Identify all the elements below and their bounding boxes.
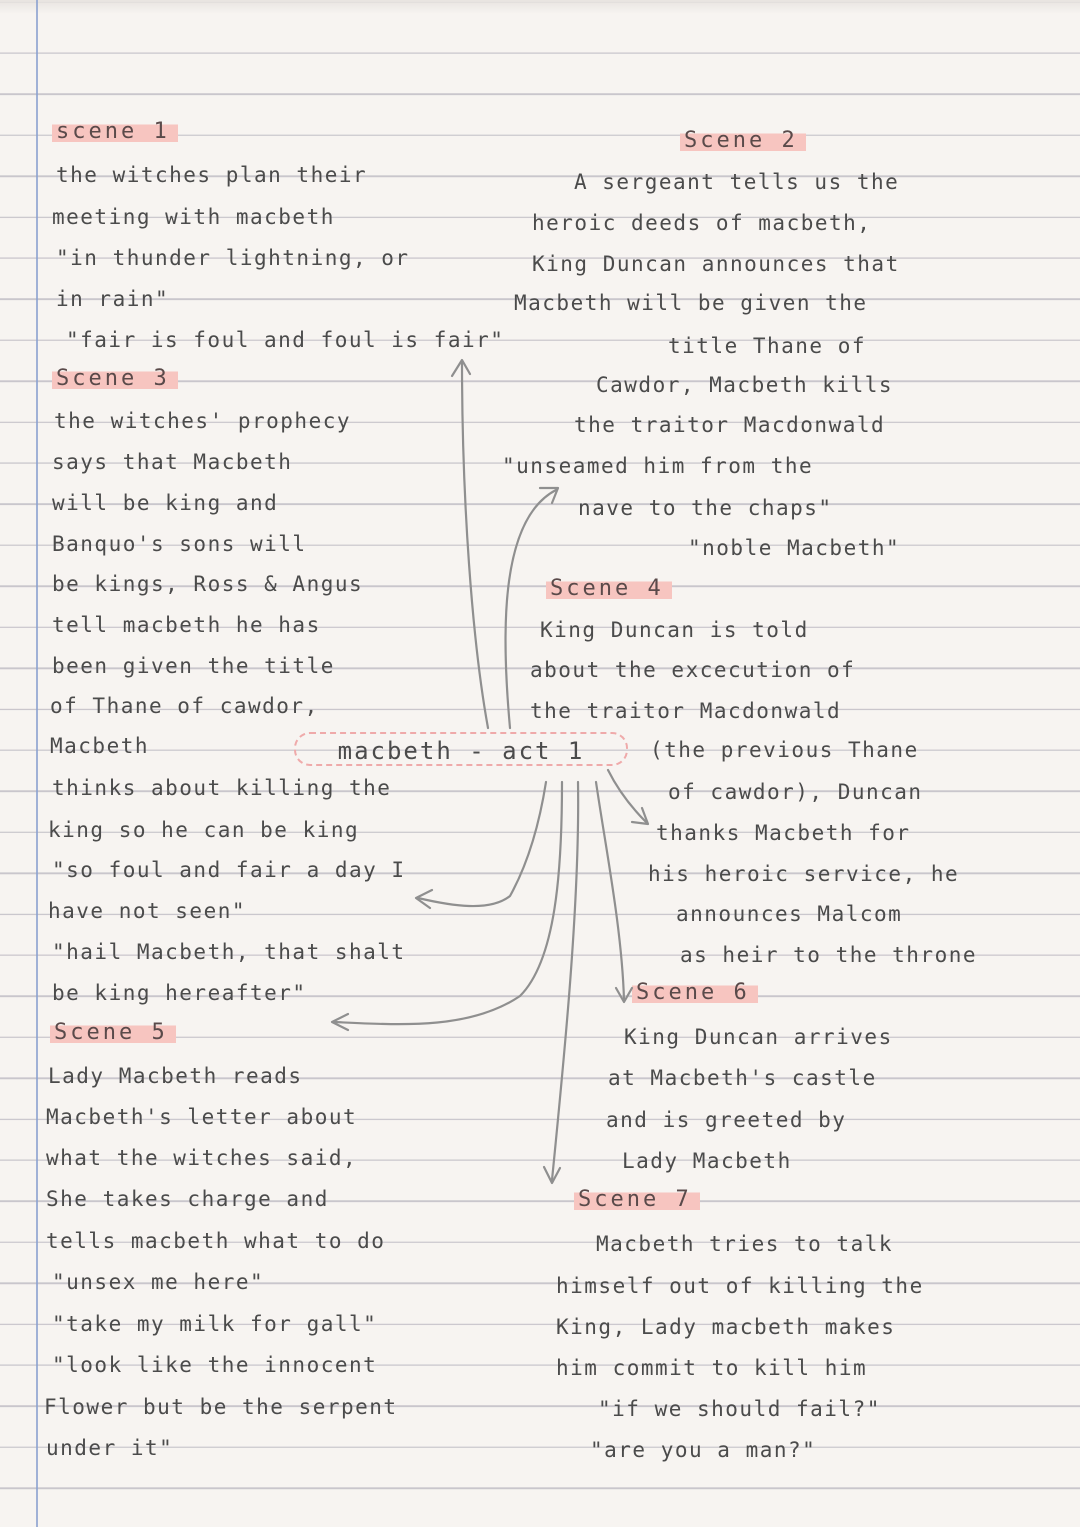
- scene2-line: Macbeth will be given the: [514, 291, 868, 315]
- scene3-line: the witches' prophecy: [54, 409, 352, 433]
- scene2-line: the traitor Macdonwald: [574, 413, 886, 437]
- arrow-to-scene2: [505, 490, 556, 728]
- scene2-line: "unseamed him from the: [502, 454, 814, 478]
- scene3-line: "hail Macbeth, that shalt: [52, 940, 406, 964]
- scene3-line: will be king and: [52, 491, 279, 515]
- scene7-line: Macbeth tries to talk: [596, 1232, 894, 1256]
- scene4-line: of cawdor), Duncan: [668, 780, 923, 804]
- arrow-to-scene7: [552, 782, 578, 1180]
- arrow-to-scene3: [418, 782, 546, 906]
- scene5-line: "take my milk for gall": [52, 1312, 378, 1336]
- scene1-line: meeting with macbeth: [52, 205, 335, 229]
- scene5-line: "unsex me here": [52, 1270, 265, 1294]
- scene4-line: thanks Macbeth for: [656, 821, 911, 845]
- scene5-line: Lady Macbeth reads: [48, 1064, 303, 1088]
- scene5-line: She takes charge and: [46, 1187, 329, 1211]
- scene5-line: "look like the innocent: [52, 1353, 378, 1377]
- scene7-line: him commit to kill him: [556, 1356, 868, 1380]
- scene6-line: and is greeted by: [606, 1108, 847, 1132]
- scene5-line: Flower but be the serpent: [44, 1395, 398, 1419]
- scene3-line: been given the title: [52, 654, 335, 678]
- scene2-line: King Duncan announces that: [532, 252, 900, 276]
- scene4-line: about the excecution of: [530, 658, 856, 682]
- scene4-heading: Scene 4: [546, 576, 672, 602]
- scene2-line: nave to the chaps": [578, 496, 833, 520]
- scene3-line: Macbeth: [50, 734, 150, 758]
- scene1-line: the witches plan their: [56, 163, 368, 187]
- scene5-line: under it": [46, 1436, 174, 1460]
- scene6-line: King Duncan arrives: [624, 1025, 893, 1049]
- arrow-to-scene1: [462, 362, 488, 728]
- scene5-line: Macbeth's letter about: [46, 1105, 358, 1129]
- scene3-line: king so he can be king: [48, 818, 360, 842]
- scene3-line: be king hereafter": [52, 981, 307, 1005]
- scene5-line: what the witches said,: [46, 1146, 358, 1170]
- scene4-line: his heroic service, he: [648, 862, 960, 886]
- scene3-line: "so foul and fair a day I: [52, 858, 406, 882]
- scene4-line: as heir to the throne: [680, 943, 978, 967]
- scene4-line: King Duncan is told: [540, 618, 809, 642]
- scene3-line: be kings, Ross & Angus: [52, 572, 364, 596]
- arrow-to-scene4: [608, 770, 646, 822]
- scene3-line: tell macbeth he has: [52, 613, 321, 637]
- scene6-heading: Scene 6: [632, 980, 758, 1006]
- scene4-line: (the previous Thane: [650, 738, 919, 762]
- scene5-line: tells macbeth what to do: [46, 1229, 386, 1253]
- scene4-line: announces Malcom: [676, 902, 903, 926]
- scene1-line: in rain": [56, 287, 170, 311]
- scene2-heading: Scene 2: [680, 128, 806, 154]
- arrow-to-scene6: [596, 782, 624, 1000]
- scene2-line: "noble Macbeth": [688, 536, 901, 560]
- scene2-line: heroic deeds of macbeth,: [532, 211, 872, 235]
- scene3-line: thinks about killing the: [52, 776, 392, 800]
- scene1-line: "in thunder lightning, or: [56, 246, 410, 270]
- scene3-line: Banquo's sons will: [52, 532, 307, 556]
- scene7-line: "if we should fail?": [598, 1397, 881, 1421]
- scene5-heading: Scene 5: [50, 1020, 176, 1046]
- scene1-line: "fair is foul and foul is fair": [66, 328, 505, 352]
- scene4-line: the traitor Macdonwald: [530, 699, 842, 723]
- scene3-heading: Scene 3: [52, 366, 178, 392]
- scene3-line: of Thane of cawdor,: [50, 694, 319, 718]
- scene1-heading: scene 1: [52, 119, 178, 145]
- scene2-line: Cawdor, Macbeth kills: [596, 373, 894, 397]
- scene7-line: himself out of killing the: [556, 1274, 924, 1298]
- scene3-line: have not seen": [48, 899, 247, 923]
- mind-map-title: macbeth - act 1: [294, 732, 628, 766]
- scene2-line: A sergeant tells us the: [574, 170, 900, 194]
- scene3-line: says that Macbeth: [52, 450, 293, 474]
- scene6-line: Lady Macbeth: [622, 1149, 792, 1173]
- scene6-line: at Macbeth's castle: [608, 1066, 877, 1090]
- scene7-line: "are you a man?": [590, 1438, 817, 1462]
- scene7-heading: Scene 7: [574, 1187, 700, 1213]
- scene7-line: King, Lady macbeth makes: [556, 1315, 896, 1339]
- scene2-line: title Thane of: [668, 334, 867, 358]
